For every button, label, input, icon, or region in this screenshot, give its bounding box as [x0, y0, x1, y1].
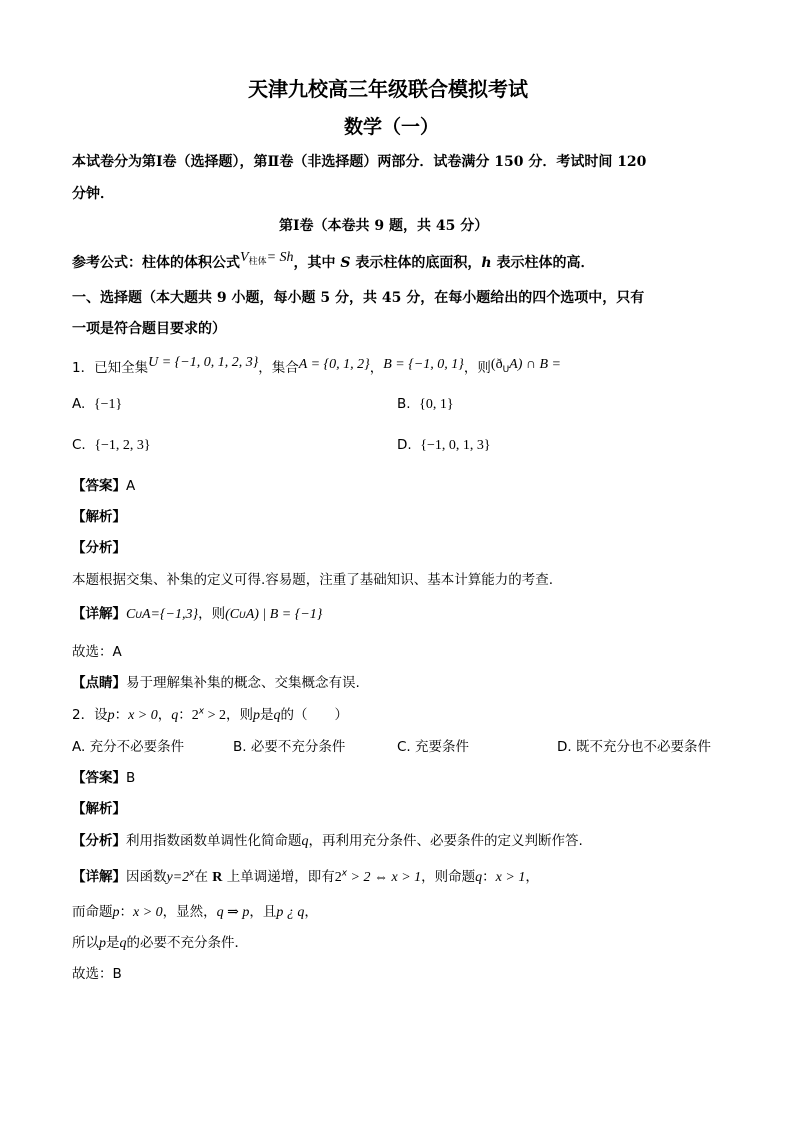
q1-mid-1: ，集合	[258, 360, 299, 376]
q2-p: p	[107, 708, 115, 723]
q2-fenxi-q: q	[301, 834, 309, 849]
formula-line	[72, 252, 594, 272]
q1-stem	[72, 356, 561, 377]
q1-choose: 故选：A	[72, 644, 122, 660]
formula-v: V	[240, 250, 249, 265]
q2-choose: 故选：B	[72, 966, 122, 982]
q2-detail-fn-sup: x	[189, 868, 195, 879]
q2-answer-value: B	[126, 770, 136, 786]
q2-detail-r: R	[212, 870, 223, 885]
q1-expr-2: A) ∩ B =	[509, 357, 561, 372]
q2-cond-q: 2	[191, 708, 199, 723]
q2-analysis-tag: 【解析】	[72, 801, 126, 817]
q1-answer-value: A	[126, 478, 136, 494]
q2-option-b	[233, 735, 345, 755]
q1-detail-c: C	[126, 607, 136, 622]
q1-option-d	[397, 437, 491, 454]
q1-detail-expr-2-sub: U	[239, 611, 246, 621]
q2-line3-t2: 是	[106, 935, 120, 951]
formula-s: S	[340, 255, 351, 271]
q2-stem	[72, 703, 348, 724]
q1-detail-expr-1: A={−1,3}	[141, 607, 199, 622]
q1-detail-expr-2: (C	[225, 607, 240, 622]
q2-line2-p: p	[112, 905, 120, 920]
formula-lead: 参考公式：柱体的体积公式	[72, 255, 240, 271]
formula-rhs: = Sh	[266, 250, 294, 265]
q1-option-c-label: C.	[72, 437, 86, 453]
q2-detail-q: q	[475, 870, 483, 885]
formula-tail-3: 表示柱体的高．	[491, 255, 595, 271]
q2-detail-line-2	[72, 900, 318, 921]
q2-fenxi-tag: 【分析】	[72, 833, 126, 849]
q2-line3-q: q	[119, 936, 127, 951]
formula-v-sub: 柱体	[248, 257, 267, 267]
q1-answer-tag: 【答案】	[72, 478, 126, 494]
q2-detail-e2: > 2 ⇔ x > 1	[347, 870, 422, 885]
q2-tail-2: 是	[260, 707, 274, 723]
q1-detail-tag: 【详解】	[72, 606, 126, 622]
intro-line-2: 分钟．	[72, 186, 114, 202]
q2-option-d-label: D.	[557, 739, 572, 755]
q1-detail-sub: U	[135, 611, 142, 621]
q2-option-c-value: 充要条件	[415, 739, 470, 755]
q2-q: q	[171, 708, 179, 723]
intro-line-1: 本试卷分为第Ⅰ卷（选择题），第Ⅱ卷（非选择题）两部分．试卷满分 150 分．考试时间 120	[72, 154, 647, 170]
q2-answer	[72, 766, 135, 786]
q2-option-b-label: B.	[233, 739, 247, 755]
q2-cond-q-tail: > 2	[204, 708, 226, 723]
q2-answer-tag: 【答案】	[72, 770, 126, 786]
q2-line2-t2: ：	[119, 904, 133, 920]
q1-option-a	[72, 396, 122, 413]
q1-option-a-label: A.	[72, 396, 86, 412]
q2-option-d-value: 既不充分也不必要条件	[575, 739, 711, 755]
q2-colon-1: ：	[114, 707, 129, 723]
q2-detail-e1-sup: x	[341, 868, 348, 879]
q2-q-2: q	[273, 708, 281, 723]
q2-cond-q-sup: x	[198, 706, 205, 717]
q1-detail-expr-3: A) | B = {−1}	[245, 607, 323, 622]
q1-dianjing-text: 易于理解集补集的概念、交集概念有误.	[126, 675, 360, 691]
q2-p-2: p	[253, 708, 260, 723]
q1-option-d-label: D.	[397, 437, 412, 453]
q2-line3-t3: 的必要不充分条件．	[126, 935, 248, 951]
q2-option-b-value: 必要不充分条件	[250, 739, 346, 755]
q2-detail-e1: 2	[334, 870, 342, 885]
q2-tail-1: ，则	[226, 707, 253, 723]
q1-a-set: A = {0, 1, 2}	[298, 357, 370, 372]
q1-b-set: B = {−1, 0, 1}	[383, 357, 464, 372]
q1-detail	[72, 602, 322, 623]
q1-dianjing	[72, 671, 360, 691]
q2-detail-t3: 上单调递增，即有	[222, 869, 335, 885]
q2-cond-p: x > 0	[128, 708, 158, 723]
q2-option-d	[557, 735, 711, 755]
section1-line-1: 一、选择题（本大题共 9 小题，每小题 5 分，共 45 分，在每小题给出的四个选项中，只有	[72, 290, 645, 306]
formula-h: h	[481, 255, 492, 271]
q2-detail-t4: ，则命题	[421, 869, 476, 885]
q1-option-b-label: B.	[397, 396, 411, 412]
q1-mid-3: ，则	[463, 360, 491, 376]
q2-lead: 2．设	[72, 707, 108, 723]
q2-line2-e3: p ¿ q	[276, 905, 305, 920]
q2-detail-fn: y=2	[166, 870, 190, 885]
q1-lead: 1．已知全集	[72, 360, 149, 376]
q2-detail-t2: 在	[194, 869, 213, 885]
doc-title: 天津九校高三年级联合模拟考试	[248, 77, 528, 101]
q2-option-a-value: 充分不必要条件	[89, 739, 185, 755]
q1-option-b-value: {0, 1}	[419, 397, 454, 412]
q1-fenxi-tag: 【分析】	[72, 540, 126, 556]
q1-u-set: U = {−1, 0, 1, 2, 3}	[148, 355, 259, 370]
q2-line2-t3: ，显然，	[162, 904, 217, 920]
section1-line-2: 一项是符合题目要求的）	[72, 321, 226, 337]
q1-expr: (ð	[490, 357, 503, 372]
q1-detail-mid: ，则	[198, 606, 226, 622]
q2-line2-e2: q ⇒ p	[216, 905, 250, 920]
q2-tail-3: 的（ ）	[280, 707, 348, 723]
q2-detail-t1: 因函数	[126, 869, 167, 885]
q1-option-d-value: {−1, 0, 1, 3}	[420, 438, 491, 453]
doc-subtitle: 数学（一）	[344, 116, 440, 138]
q2-detail-line-3	[72, 931, 248, 952]
q1-option-a-value: {−1}	[93, 397, 123, 412]
q2-line3-p: p	[99, 936, 106, 951]
q2-fenxi-text-1: 利用指数函数单调性化简命题	[126, 833, 302, 849]
q1-option-b	[397, 396, 454, 413]
q1-fenxi-text: 本题根据交集、补集的定义可得.容易题，注重了基础知识、基本计算能力的考查.	[72, 572, 554, 588]
q2-line2-t5: ，	[304, 904, 318, 920]
q2-fenxi	[72, 829, 583, 850]
q2-detail-t5: ：	[482, 869, 496, 885]
q2-line2-t1: 而命题	[72, 904, 113, 920]
q2-detail-e3: x > 1	[495, 870, 526, 885]
q2-option-c-label: C.	[397, 739, 411, 755]
q1-mid-2: ，	[369, 360, 384, 376]
q2-option-a	[72, 735, 184, 755]
q2-line2-e1: x > 0	[133, 905, 163, 920]
q1-dianjing-tag: 【点睛】	[72, 675, 126, 691]
formula-tail-2: 表示柱体的底面积，	[350, 255, 482, 271]
q1-option-c	[72, 437, 151, 454]
q2-sep: ，	[157, 707, 172, 723]
q1-option-c-value: {−1, 2, 3}	[94, 438, 151, 453]
q2-colon-2: ：	[178, 707, 192, 723]
q1-answer	[72, 474, 135, 494]
q2-detail-tag: 【详解】	[72, 869, 126, 885]
formula-tail-1: ，其中	[293, 255, 341, 271]
q2-line2-t4: ，且	[249, 904, 277, 920]
q1-analysis-tag: 【解析】	[72, 509, 126, 525]
q2-fenxi-text-2: ，再利用充分条件、必要条件的定义判断作答.	[308, 833, 583, 849]
q2-detail-t6: ，	[525, 869, 539, 885]
q2-option-c	[397, 735, 469, 755]
q2-option-a-label: A.	[72, 739, 86, 755]
q2-line3-t1: 所以	[72, 935, 99, 951]
q2-detail-line-1	[72, 865, 539, 886]
q1-expr-sub: U	[502, 365, 510, 375]
part1-heading: 第Ⅰ卷（本卷共 9 题，共 45 分）	[279, 218, 489, 234]
